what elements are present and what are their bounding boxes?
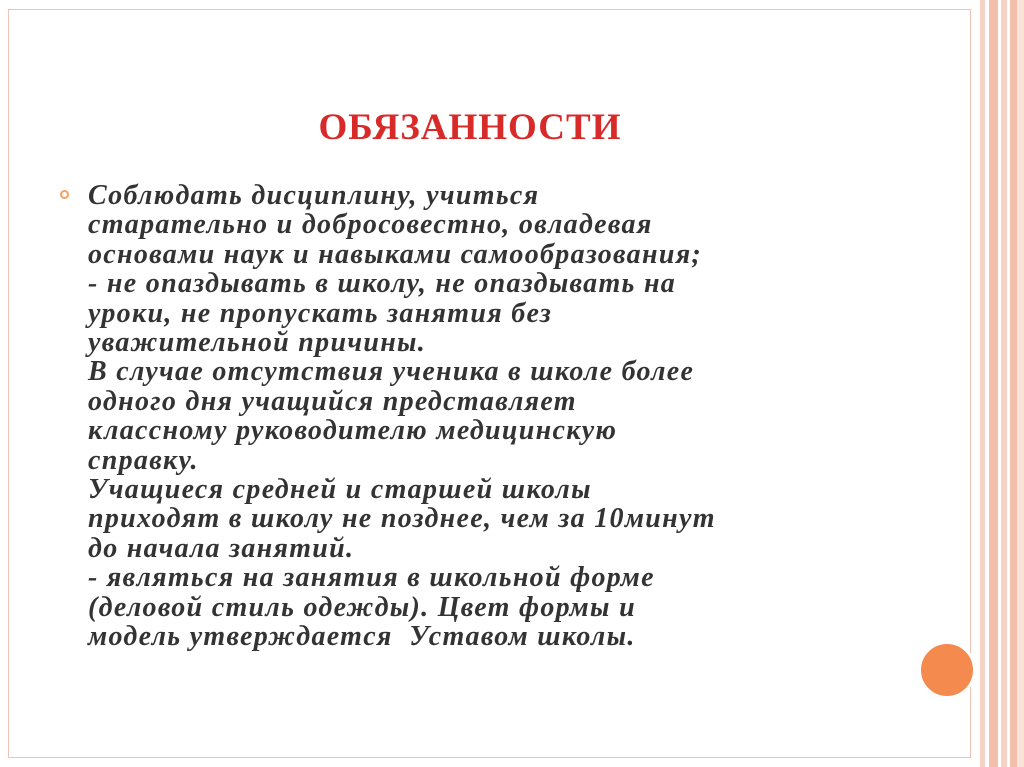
slide-body xyxy=(60,181,920,652)
text-line: основами наук и навыками самообразования; xyxy=(88,238,703,270)
stripe xyxy=(989,0,998,767)
text-line: справку. xyxy=(88,444,199,476)
text-line: - не опаздывать в школу, не опаздывать на xyxy=(88,268,677,300)
stripe xyxy=(1017,0,1024,767)
text-line: Соблюдать дисциплину, учиться xyxy=(88,180,540,211)
text-line: - являться на занятия в школьной форме xyxy=(88,562,655,594)
bullet-text xyxy=(88,181,716,652)
text-line: В случае отсутствия ученика в школе более xyxy=(88,356,695,388)
decorative-orange-circle xyxy=(918,641,976,699)
text-line: классному руководителю медицинскую xyxy=(88,415,618,447)
text-line: старательно и добросовестно, овладевая xyxy=(88,209,653,241)
bullet-ring-icon xyxy=(60,190,69,199)
decorative-side-stripes xyxy=(980,0,1024,767)
slide-title: ОБЯЗАННОСТИ xyxy=(318,107,622,148)
text-line: одного дня учащийся представляет xyxy=(88,385,577,417)
text-line: (деловой стиль одежды). Цвет формы и xyxy=(88,591,636,623)
text-line: приходят в школу не позднее, чем за 10минут xyxy=(88,503,716,535)
text-line: Учащиеся средней и старшей школы xyxy=(88,474,592,506)
stripe xyxy=(1010,0,1017,767)
text-line: модель утверждается Уставом школы. xyxy=(88,621,636,653)
text-line: уроки, не пропускать занятия без xyxy=(88,297,553,329)
bullet-item xyxy=(60,181,920,652)
text-line: до начала занятий. xyxy=(88,532,355,564)
text-line: уважительной причины. xyxy=(88,327,427,359)
